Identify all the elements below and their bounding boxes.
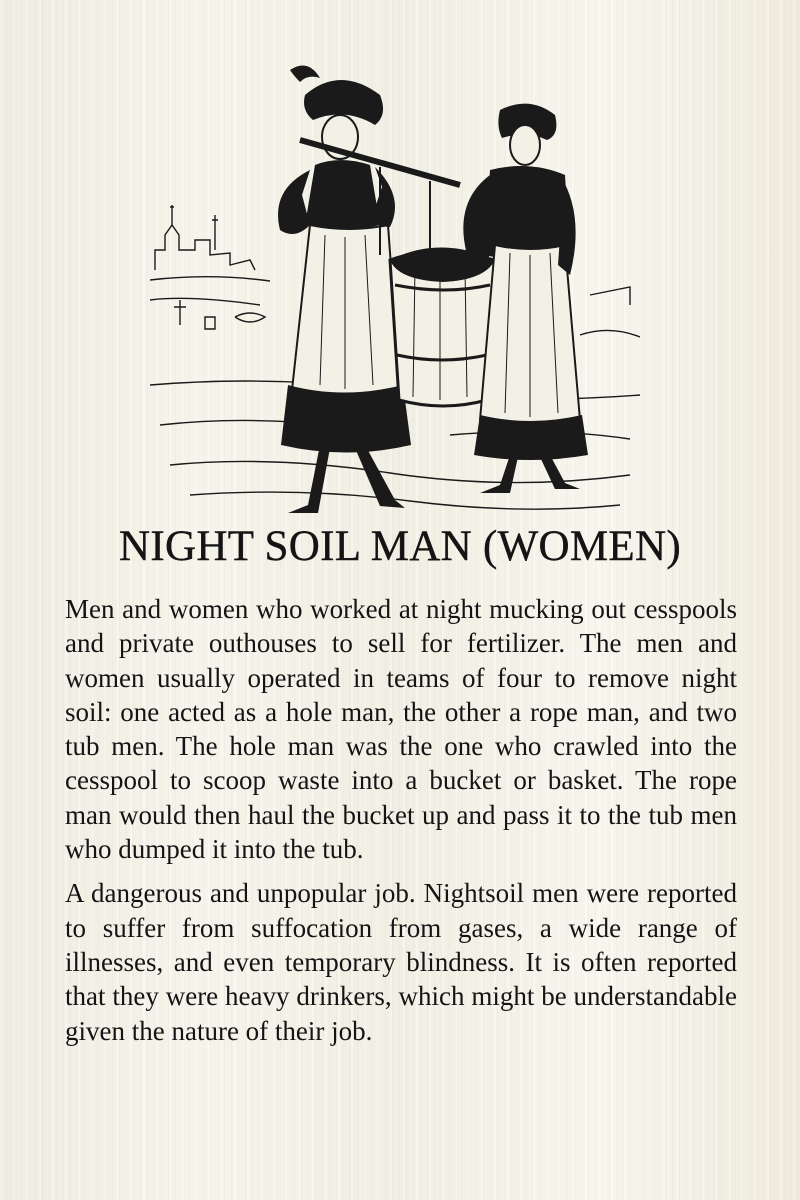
woodcut-illustration [150,55,640,525]
page-title: NIGHT SOIL MAN (WOMEN) [119,523,681,570]
paragraph-2: A dangerous and unpopular job. Nightsoil men were reported to suffer from suffocation from gases, a wide range of illnesses, and even temporary blindness. It is often reported that they were heavy drinkers, which might be understandable given the nature of their job. [65,878,737,1046]
body-text [65,592,737,1058]
paragraph-1: Men and women who worked at night mucking out cesspools and private outhouses to sell for fertilizer. The men and women usually operated in teams of four to remove night soil: one acted as a hole man, the other a rope man, and two tub men. The hole man was the one who crawled into the cesspool to scoop waste into a bucket or basket. The rope man would then haul the bucket up and pass it to the tub men who dumped it into the tub. [65,594,737,865]
